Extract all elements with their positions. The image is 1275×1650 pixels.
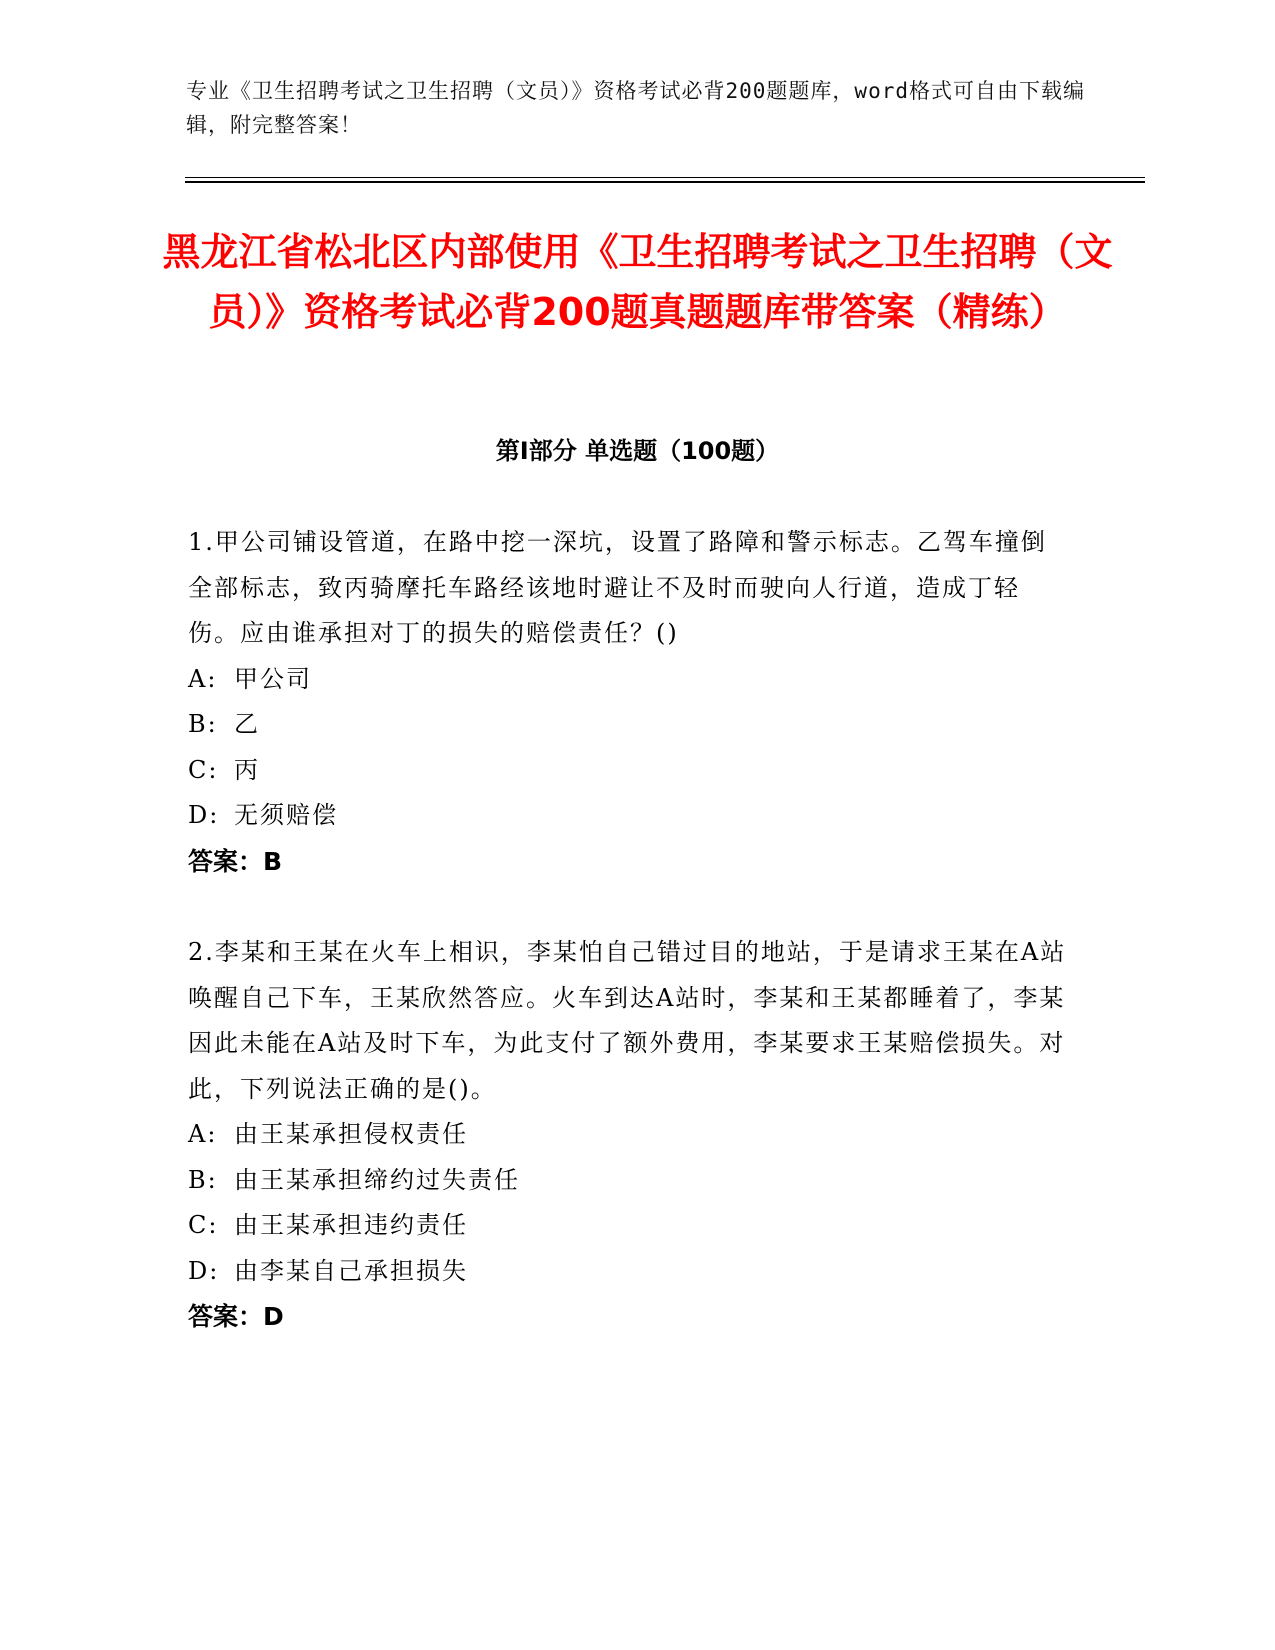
- option-text: 甲公司: [234, 664, 312, 693]
- option-b: [188, 702, 1068, 748]
- answer-line: 答案：B: [188, 846, 283, 876]
- option-letter: C:: [188, 1211, 219, 1239]
- option-c: [188, 1203, 1068, 1249]
- answer-line: 答案：D: [188, 1302, 284, 1331]
- option-a: [188, 657, 1068, 703]
- option-text: 由王某承担违约责任: [234, 1211, 468, 1239]
- option-letter: D:: [188, 1256, 220, 1285]
- option-d: [188, 793, 1068, 839]
- option-text: 由王某承担侵权责任: [234, 1120, 468, 1148]
- option-letter: A:: [188, 664, 218, 693]
- option-letter: C:: [188, 755, 219, 784]
- question-item: [188, 520, 1068, 884]
- option-letter: B:: [188, 1165, 218, 1194]
- option-c: [188, 748, 1068, 794]
- option-text: 乙: [234, 710, 260, 738]
- question-item: [188, 930, 1068, 1340]
- option-a: [188, 1112, 1068, 1158]
- header-divider-thick: [185, 181, 1145, 183]
- option-letter: A:: [188, 1120, 218, 1148]
- option-text: 由王某承担缔约过失责任: [234, 1165, 520, 1194]
- option-text: 由李某自己承担损失: [234, 1256, 468, 1285]
- option-letter: B:: [188, 710, 218, 738]
- header-note: 专业《卫生招聘考试之卫生招聘（文员）》资格考试必背200题题库，word格式可自由下载编辑，附完整答案！: [186, 79, 1085, 137]
- section-title: 第Ⅰ部分 单选题（100题）: [495, 437, 780, 465]
- header-divider-thin: [185, 177, 1145, 178]
- option-d: [188, 1249, 1068, 1295]
- question-stem: 2.李某和王某在火车上相识，李某怕自己错过目的地站，于是请求王某在A站唤醒自己下车，王某欣然答应。火车到达A站时，李某和王某都睡着了，李某因此未能在A站及时下车，为此支付了额外费用，李某要求王某赔偿损失。对此，下列说法正确的是()。: [188, 938, 1067, 1103]
- option-text: 丙: [234, 755, 260, 784]
- option-text: 无须赔偿: [234, 801, 338, 829]
- question-stem: 1.甲公司铺设管道，在路中挖一深坑，设置了路障和警示标志。乙驾车撞倒全部标志，致丙骑摩托车路经该地时避让不及时而驶向人行道，造成丁轻伤。应由谁承担对丁的损失的赔偿责任？(): [188, 528, 1047, 647]
- document-title: 黑龙江省松北区内部使用《卫生招聘考试之卫生招聘（文员）》资格考试必背200题真题题库带答案（精练）: [162, 230, 1113, 334]
- option-letter: D:: [188, 801, 220, 829]
- option-b: [188, 1158, 1068, 1204]
